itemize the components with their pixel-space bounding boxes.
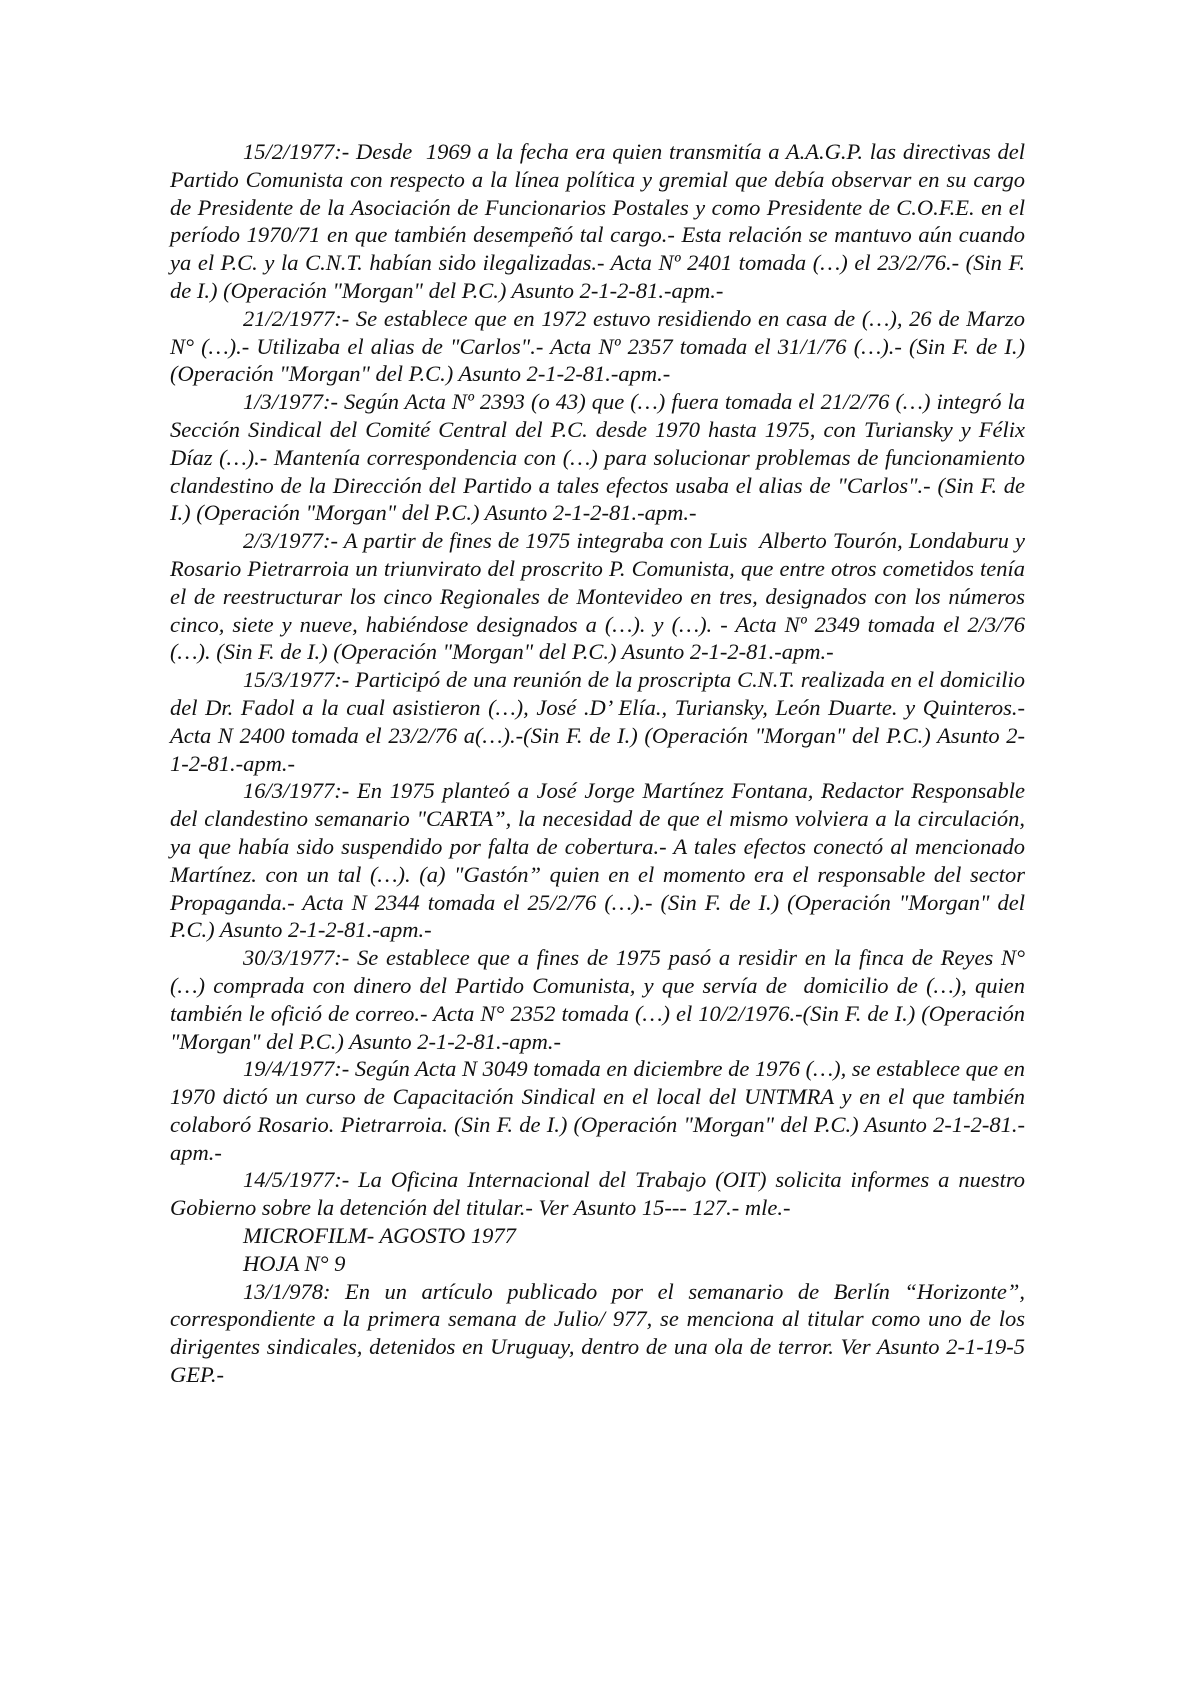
record-entry-1977-03-30: 30/3/1977:- Se establece que a fines de 1975 pasó a residir en la finca de Reyes N° (…) comprada con dinero del Partido Comunista, y que servía de domicilio de (…), quien también le ofició de correo.- Acta N° 2352 tomada (…) el 10/2/1976.-(Sin F. de I.) (Operación "Morgan" del P.C.) Asunto 2-1-2-81.-apm.- [170, 945, 1031, 1054]
microfilm-label: MICROFILM- AGOSTO 1977 [243, 1223, 516, 1249]
record-entry-1977-03-16: 16/3/1977:- En 1975 planteó a José Jorge Martínez Fontana, Redactor Responsable del clandestino semanario "CARTA”, la necesidad de que el mismo volviera a la circulación, ya que había sido suspendido por falta de cobertura.- A tales efectos conectó al mencionado Martínez. con un tal (…). (a) "Gastón” quien en el momento era el responsable del sector Propaganda.- Acta N 2344 tomada el 25/2/76 (…).- (Sin F. de I.) (Operación "Morgan" del P.C.) Asunto 2-1-2-81.-apm.- [170, 778, 1031, 943]
record-entry-1977-03-02: 2/3/1977:- A partir de fines de 1975 integraba con Luis Alberto Tourón, Londaburu y Rosario Pietrarroia un triunvirato del proscrito P. Comunista, que entre otros cometidos tenía el de reestructurar los cinco Regionales de Montevideo en tres, designados con los números cinco, siete y nueve, habiéndose designados a (…). y (…). - Acta Nº 2349 tomada el 2/3/76 (…). (Sin F. de I.) (Operación "Morgan" del P.C.) Asunto 2-1-2-81.-apm.- [170, 528, 1031, 665]
sheet-number-label: HOJA N° 9 [243, 1250, 346, 1276]
record-entry-1977-02-21: 21/2/1977:- Se establece que en 1972 estuvo residiendo en casa de (…), 26 de Marzo N° (…).- Utilizaba el alias de "Carlos".- Acta Nº 2357 tomada el 31/1/76 (…).- (Sin F. de I.) (Operación "Morgan" del P.C.) Asunto 2-1-2-81.-apm.- [170, 305, 1031, 387]
document-page [170, 138, 1037, 1389]
record-entry-1977-05-14: 14/5/1977:- La Oficina Internacional del Trabajo (OIT) solicita informes a nuestro Gobierno sobre la detención del titular.- Ver Asunto 15--- 127.- mle.- [170, 1167, 1031, 1221]
record-entry-1977-03-01: 1/3/1977:- Según Acta Nº 2393 (o 43) que (…) fuera tomada el 21/2/76 (…) integró la Sección Sindical del Comité Central del P.C. desde 1970 hasta 1975, con Turiansky y Félix Díaz (…).- Mantenía correspondencia con (…) para solucionar problemas de funcionamiento clandestino de la Dirección del Partido a tales efectos usaba el alias de "Carlos".- (Sin F. de I.) (Operación "Morgan" del P.C.) Asunto 2-1-2-81.-apm.- [170, 389, 1031, 526]
record-entry-1977-04-19: 19/4/1977:- Según Acta N 3049 tomada en diciembre de 1976 (…), se establece que en 1970 dictó un curso de Capacitación Sindical en el local del UNTMRA y en el que también colaboró Rosario. Pietrarroia. (Sin F. de I.) (Operación "Morgan" del P.C.) Asunto 2-1-2-81.-apm.- [170, 1056, 1031, 1165]
record-entry-1978-01-13: 13/1/978: En un artículo publicado por el semanario de Berlín “Horizonte”, correspondiente a la primera semana de Julio/ 977, se menciona al titular como uno de los dirigentes sindicales, detenidos en Uruguay, dentro de una ola de terror. Ver Asunto 2-1-19-5 GEP.- [170, 1278, 1037, 1388]
record-entry-1977-03-15: 15/3/1977:- Participó de una reunión de la proscripta C.N.T. realizada en el domicilio del Dr. Fadol a la cual asistieron (…), José .D’ Elía., Turiansky, León Duarte. y Quinteros.- Acta N 2400 tomada el 23/2/76 a(…).-(Sin F. de I.) (Operación "Morgan" del P.C.) Asunto 2-1-2-81.-apm.- [170, 667, 1031, 776]
record-entry-1977-02-15: 15/2/1977:- Desde 1969 a la fecha era quien transmitía a A.A.G.P. las directivas del Partido Comunista con respecto a la línea política y gremial que debía observar en su cargo de Presidente de la Asociación de Funcionarios Postales y como Presidente de C.O.F.E. en el período 1970/71 en que también desempeñó tal cargo.- Esta relación se mantuvo aún cuando ya el P.C. y la C.N.T. habían sido ilegalizadas.- Acta Nº 2401 tomada (…) el 23/2/76.- (Sin F. de I.) (Operación "Morgan" del P.C.) Asunto 2-1-2-81.-apm.- [170, 139, 1031, 303]
